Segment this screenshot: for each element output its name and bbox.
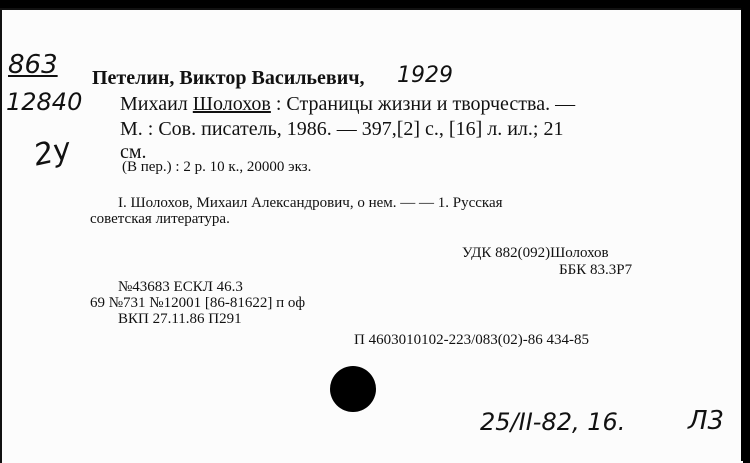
- print-line: 69 №731 №12001 [86-81622] п оф: [90, 295, 306, 311]
- call-number-top: 863: [8, 50, 58, 80]
- author-heading: Петелин, Виктор Васильевич,: [92, 67, 365, 89]
- udk-code: УДК 882(092)Шолохов: [462, 245, 609, 261]
- card-edge-shadow: [741, 0, 750, 461]
- format-line: см.: [120, 141, 147, 163]
- subjects-line-1: I. Шолохов, Михаил Александрович, о нем. — — 1. Русская: [118, 195, 503, 211]
- subjects-line-2: советская литература.: [90, 211, 230, 227]
- index-line: П 4603010102-223/083(02)-86 434-85: [354, 332, 589, 348]
- punch-hole: [330, 366, 376, 412]
- bottom-handwritten-note: 25/II-82, 16.: [480, 408, 626, 436]
- title-line: [120, 94, 575, 114]
- title-subject-name: Шолохов: [192, 93, 271, 115]
- title-rest: : Страницы жизни и творчества. —: [270, 93, 576, 115]
- order-line: №43683 ЕСКЛ 46.3: [118, 279, 243, 295]
- handwritten-mark: 2у: [30, 131, 74, 174]
- birth-year: 1929: [397, 63, 453, 88]
- bbk-code: ББК 83.3Р7: [559, 262, 633, 278]
- publication-line: М. : Сов. писатель, 1986. — 397,[2] с., [16] л. ил.; 21: [120, 118, 564, 140]
- registry-line: ВКП 27.11.86 П291: [118, 311, 242, 327]
- bottom-right-mark: Л3: [688, 406, 725, 436]
- catalog-card: [0, 8, 743, 463]
- title-prefix: Михаил: [120, 93, 193, 115]
- binding-price-line: (В пер.) : 2 р. 10 к., 20000 экз.: [122, 159, 312, 175]
- call-number-bottom: 12840: [6, 88, 83, 116]
